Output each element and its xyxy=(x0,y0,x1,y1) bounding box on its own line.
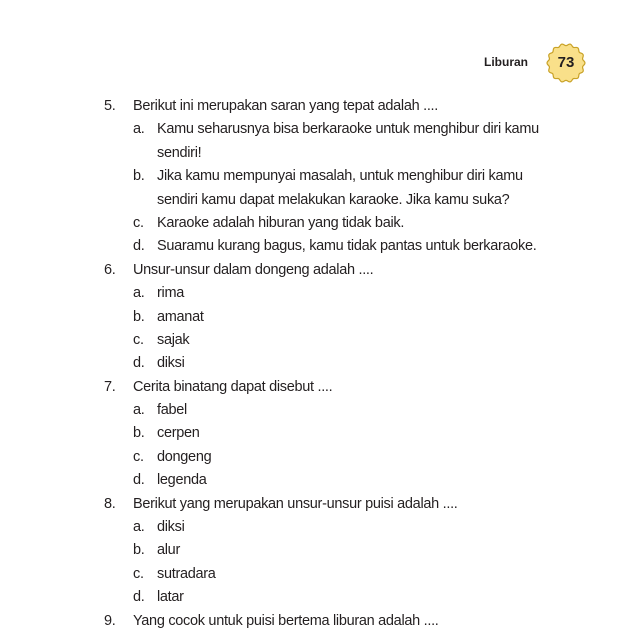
option-letter: c. xyxy=(133,448,144,465)
option-line xyxy=(0,282,638,305)
question-line xyxy=(0,95,638,118)
option-line xyxy=(0,118,638,141)
option-line xyxy=(0,329,638,352)
option-text: Suaramu kurang bagus, kamu tidak pantas untuk berkaraoke. xyxy=(157,238,537,255)
option-text: Karaoke adalah hiburan yang tidak baik. xyxy=(157,214,405,231)
question-text: Unsur-unsur dalam dongeng adalah .... xyxy=(133,261,374,278)
option-letter: b. xyxy=(133,308,145,325)
option-letter: c. xyxy=(133,331,144,348)
option-line xyxy=(0,399,638,422)
option-letter: b. xyxy=(133,168,145,185)
option-text: sutradara xyxy=(157,565,216,582)
option-text: sendiri kamu dapat melakukan karaoke. Jika kamu suka? xyxy=(157,191,510,208)
option-line xyxy=(0,142,638,165)
question-text: Yang cocok untuk puisi bertema liburan adalah .... xyxy=(133,612,439,629)
option-letter: a. xyxy=(133,121,145,138)
option-line xyxy=(0,422,638,445)
option-text: sajak xyxy=(157,331,190,348)
option-letter: d. xyxy=(133,589,145,606)
option-line xyxy=(0,235,638,258)
option-letter: c. xyxy=(133,565,144,582)
option-letter: a. xyxy=(133,402,145,419)
chapter-title: Liburan xyxy=(484,55,528,69)
question-text: Berikut yang merupakan unsur-unsur puisi adalah .... xyxy=(133,495,458,512)
option-text: latar xyxy=(157,589,184,606)
question-list xyxy=(0,95,638,633)
question-line xyxy=(0,493,638,516)
option-line xyxy=(0,165,638,188)
option-line xyxy=(0,563,638,586)
option-text: cerpen xyxy=(157,425,200,442)
option-line xyxy=(0,539,638,562)
option-letter: b. xyxy=(133,542,145,559)
question-line xyxy=(0,259,638,282)
question-text: Cerita binatang dapat disebut .... xyxy=(133,378,333,395)
option-letter: d. xyxy=(133,355,145,372)
option-letter: d. xyxy=(133,238,145,255)
option-line xyxy=(0,516,638,539)
option-line xyxy=(0,469,638,492)
option-line xyxy=(0,212,638,235)
question-number: 5. xyxy=(104,98,116,114)
question-line xyxy=(0,610,638,633)
option-line xyxy=(0,352,638,375)
page-number-badge xyxy=(546,42,586,84)
question-number: 8. xyxy=(104,495,116,512)
page-number: 73 xyxy=(557,54,575,71)
question-number: 6. xyxy=(104,261,116,278)
option-line xyxy=(0,306,638,329)
option-letter: d. xyxy=(133,472,145,489)
option-line xyxy=(0,189,638,212)
option-text: diksi xyxy=(157,519,185,536)
question-number: 7. xyxy=(104,378,116,395)
option-text: Kamu seharusnya bisa berkaraoke untuk menghibur diri kamu xyxy=(157,121,539,138)
option-line xyxy=(0,586,638,609)
option-text: rima xyxy=(157,285,184,302)
option-text: diksi xyxy=(157,355,185,372)
option-letter: a. xyxy=(133,285,145,302)
question-number: 9. xyxy=(104,612,116,629)
option-text: amanat xyxy=(157,308,204,325)
option-text: legenda xyxy=(157,472,207,489)
question-text: Berikut ini merupakan saran yang tepat adalah .... xyxy=(133,98,438,114)
option-text: Jika kamu mempunyai masalah, untuk menghibur diri kamu xyxy=(157,168,523,185)
option-line xyxy=(0,446,638,469)
question-line xyxy=(0,376,638,399)
option-text: alur xyxy=(157,542,180,559)
option-text: sendiri! xyxy=(157,144,202,161)
option-letter: a. xyxy=(133,519,145,536)
option-letter: c. xyxy=(133,214,144,231)
option-letter: b. xyxy=(133,425,145,442)
option-text: dongeng xyxy=(157,448,212,465)
option-text: fabel xyxy=(157,402,187,419)
